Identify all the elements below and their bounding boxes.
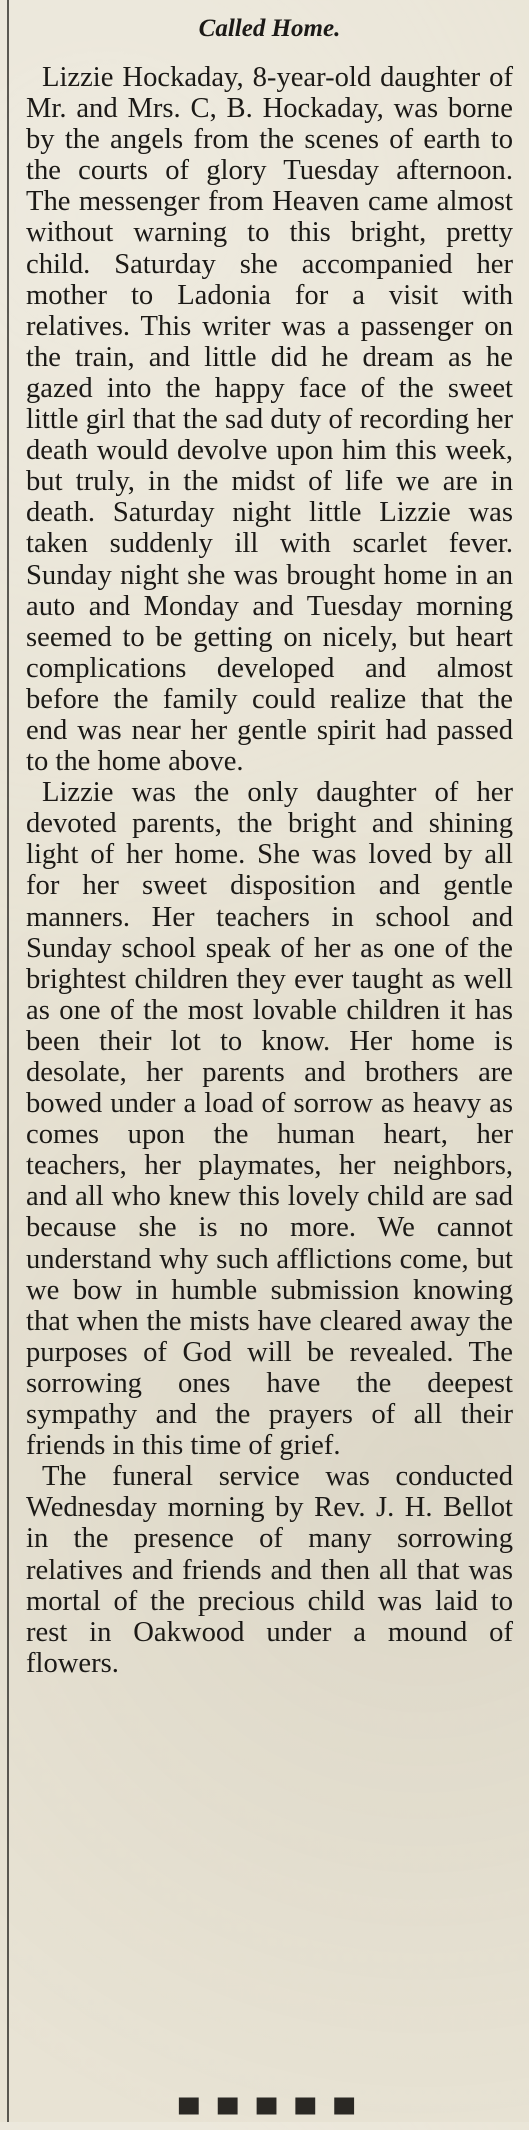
cut-off-next-heading <box>120 2099 419 2130</box>
article-body <box>26 62 513 1679</box>
paragraph-2: Lizzie was the only daughter of her devoted parents, the bright and shining light of her home. She was loved by all for her sweet disposition and gentle manners. Her teachers in school and Sunday school speak of her as one of the brightest children they ever taught as well as one of the most lovable children it has been their lot to know. Her home is desolate, her parents and brothers are bowed under a load of sorrow as heavy as comes upon the human heart, her teachers, her playmates, her neighbors, and all who knew this lovely child are sad because she is no more. We cannot understand why such afflictions come, but we bow in humble submission knowing that when the mists have cleared away the purposes of God will be revealed. The sorrowing ones have the deepest sympathy and the prayers of all their friends in this time of grief. <box>26 777 513 1462</box>
paragraph-3: The funeral service was conducted Wednesday morning by Rev. J. H. Bellot in the presence of many sorrowing relatives and friends and then all that was mortal of the precious child was laid to rest in Oakwood under a mound of flowers. <box>26 1461 513 1679</box>
column-rule <box>7 0 9 2122</box>
cut-off-glyphs: ▀ ▀ ▀ ▀ ▀ <box>178 2099 361 2130</box>
headline: Called Home. <box>198 15 341 42</box>
paragraph-1: Lizzie Hockaday, 8-year-old daughter of Mr. and Mrs. C, B. Hockaday, was borne by the angels from the scenes of earth to the courts of glory Tuesday afternoon. The messenger from Heaven came almost without warning to this bright, pretty child. Saturday she accompanied her mother to Ladonia for a visit with relatives. This writer was a passenger on the train, and little did he dream as he gazed into the happy face of the sweet little girl that the sad duty of recording her death would devolve upon him this week, but truly, in the midst of life we are in death. Saturday night little Lizzie was taken suddenly ill with scarlet fever. Sunday night she was brought home in an auto and Monday and Tuesday morning seemed to be getting on nicely, but heart complications developed and almost before the family could realize that the end was near her gentle spirit had passed to the home above. <box>26 62 513 778</box>
